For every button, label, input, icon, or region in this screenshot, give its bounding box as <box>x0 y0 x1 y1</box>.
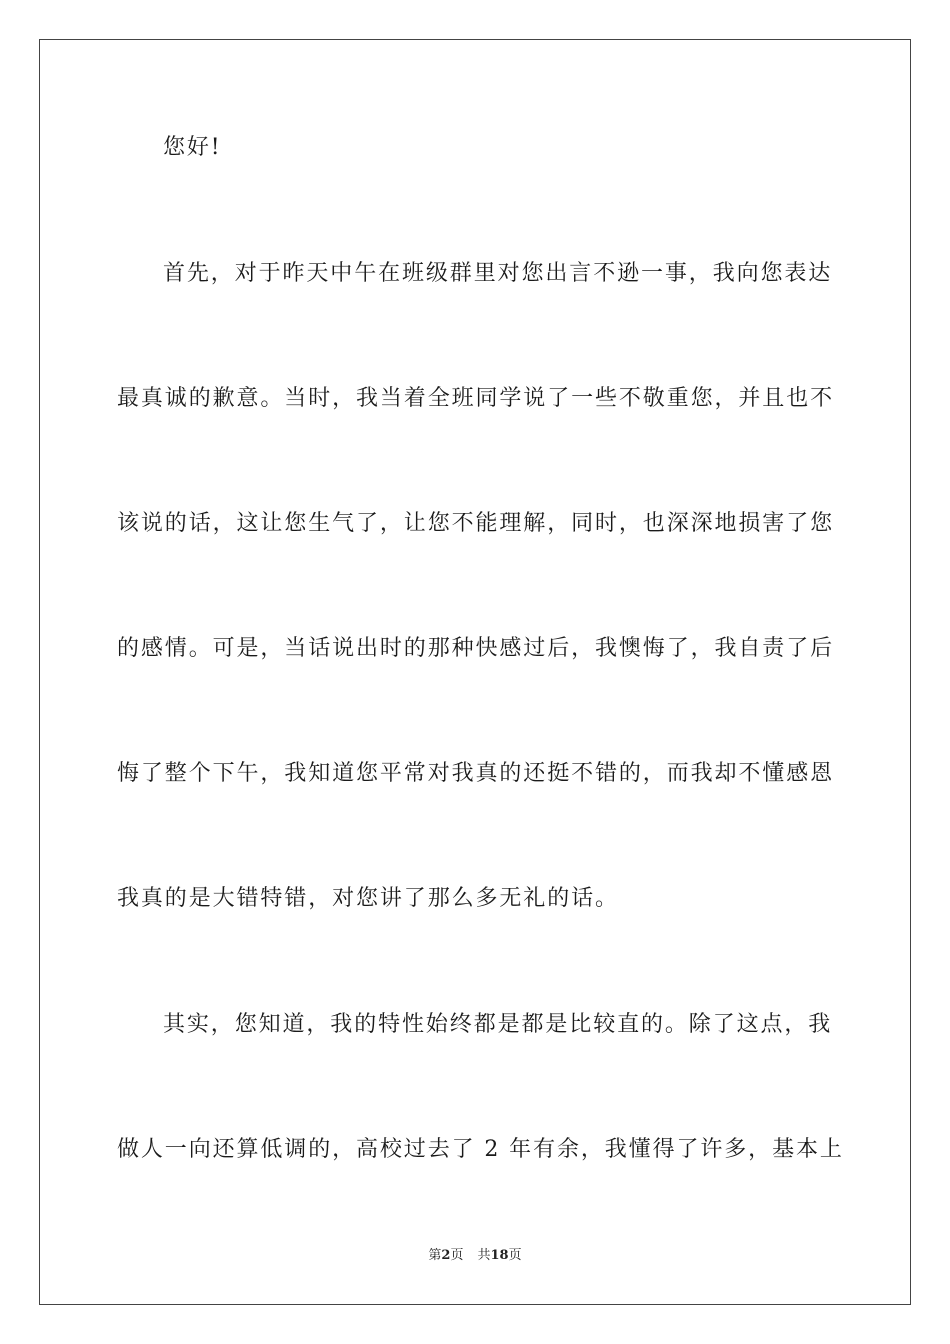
greeting-line: 您好! <box>163 135 222 160</box>
paragraph-line: 悔了整个下午，我知道您平常对我真的还挺不错的，而我却不懂感恩 <box>117 761 835 786</box>
footer-page-number: 2 <box>441 1248 451 1263</box>
paragraph-line: 的感情。可是，当话说出时的那种快感过后，我懊悔了，我自责了后 <box>117 636 835 661</box>
footer-total-prefix: 共 <box>477 1248 491 1263</box>
footer-total-suffix: 页 <box>508 1248 522 1263</box>
page-frame <box>39 39 911 1305</box>
footer-page-prefix: 第 <box>428 1248 442 1263</box>
page-footer <box>0 1247 950 1265</box>
paragraph-line: 该说的话，这让您生气了，让您不能理解，同时，也深深地损害了您 <box>117 511 835 536</box>
footer-page-suffix: 页 <box>450 1248 464 1263</box>
paragraph-line: 首先，对于昨天中午在班级群里对您出言不逊一事，我向您表达 <box>163 261 833 286</box>
paragraph-line: 做人一向还算低调的，高校过去了 2 年有余，我懂得了许多，基本上 <box>117 1137 844 1162</box>
footer-total-number: 18 <box>490 1248 509 1263</box>
paragraph-line: 最真诚的歉意。当时，我当着全班同学说了一些不敬重您，并且也不 <box>117 386 835 411</box>
paragraph-line: 我真的是大错特错，对您讲了那么多无礼的话。 <box>117 886 619 911</box>
paragraph-line: 其实，您知道，我的特性始终都是都是比较直的。除了这点，我 <box>163 1012 833 1037</box>
